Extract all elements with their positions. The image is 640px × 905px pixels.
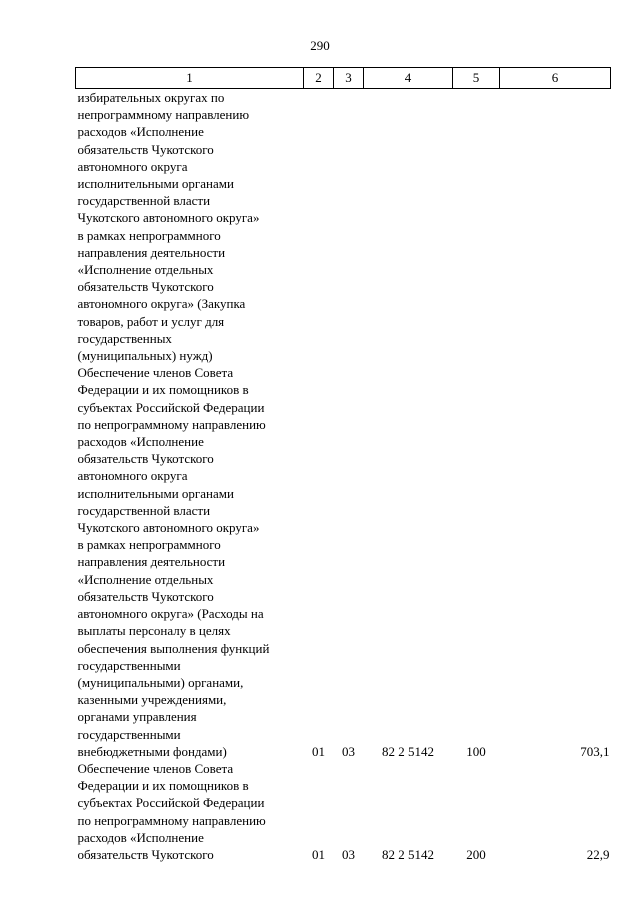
table-row: [76, 89, 611, 365]
description-line: обязательств Чукотского: [77, 141, 214, 157]
description-line: товаров, работ и услуг для: [77, 313, 225, 329]
column-header-3: 3: [334, 68, 364, 89]
description-line: (муниципальных) нужд): [77, 348, 213, 364]
budget-table: [75, 67, 611, 863]
amount-value: [500, 89, 611, 365]
description-line: автономного округа: [77, 158, 188, 174]
target-article-code: [364, 89, 453, 365]
target-article-code: 82 2 5142: [382, 743, 434, 759]
description-line: направления деятельности: [77, 244, 226, 260]
column-header-5: 5: [453, 68, 500, 89]
description-line: «Исполнение отдельных: [77, 262, 214, 278]
section-code: [304, 89, 334, 365]
description-line: исполнительными органами: [77, 485, 234, 501]
description-line: исполнительными органами: [77, 176, 234, 192]
row-description: [76, 760, 304, 863]
description-line: государственной власти: [77, 502, 211, 518]
expense-type-code: 100: [466, 743, 486, 759]
page-number: 290: [310, 38, 330, 53]
description-line: в рамках непрограммного: [77, 537, 221, 553]
description-line: в рамках непрограммного: [77, 227, 221, 243]
description-line: обеспечения выполнения функций: [77, 640, 270, 656]
description-line: государственных: [77, 330, 172, 346]
description-line: Обеспечение членов Совета: [77, 365, 234, 381]
description-line: государственными: [77, 657, 181, 673]
description-line: автономного округа: [77, 468, 188, 484]
description-line: обязательств Чукотского: [77, 588, 214, 604]
description-line: автономного округа» (Расходы на: [77, 606, 264, 622]
description-line: «Исполнение отдельных: [77, 571, 214, 587]
description-line: непрограммному направлению: [77, 107, 250, 123]
description-line: обязательств Чукотского: [77, 451, 214, 467]
table-row: [76, 364, 611, 760]
description-line: Федерации и их помощников в: [77, 778, 249, 794]
amount-value: 22,9: [586, 846, 610, 862]
column-header-6: 6: [500, 68, 611, 89]
subsection-code: 03: [342, 846, 355, 862]
description-line: государственной власти: [77, 193, 211, 209]
description-line: субъектах Российской Федерации: [77, 399, 265, 415]
expense-type-code: 200: [466, 846, 486, 862]
header-row: [76, 68, 611, 89]
table-header: [76, 68, 611, 89]
row-description: [76, 364, 304, 760]
description-line: по непрограммному направлению: [77, 416, 266, 432]
table-body: [76, 89, 611, 864]
description-line: Чукотского автономного округа»: [77, 520, 260, 536]
section-code: 01: [312, 743, 325, 759]
description-line: направления деятельности: [77, 554, 226, 570]
amount-value: 703,1: [580, 743, 610, 759]
description-line: расходов «Исполнение: [77, 434, 204, 450]
description-line: по непрограммному направлению: [77, 812, 266, 828]
description-line: расходов «Исполнение: [77, 124, 204, 140]
subsection-code: 03: [342, 743, 355, 759]
section-code: 01: [312, 846, 325, 862]
description-line: обязательств Чукотского: [77, 846, 214, 862]
description-line: внебюджетными фондами): [77, 743, 227, 759]
description-line: Федерации и их помощников в: [77, 382, 249, 398]
row-description: [76, 89, 304, 365]
expense-type-code: [453, 89, 500, 365]
table-row: [76, 760, 611, 863]
description-line: органами управления: [77, 709, 197, 725]
column-header-2: 2: [304, 68, 334, 89]
column-header-4: 4: [364, 68, 453, 89]
description-line: казенными учреждениями,: [77, 692, 227, 708]
description-line: (муниципальными) органами,: [77, 674, 244, 690]
description-line: выплаты персоналу в целях: [77, 623, 231, 639]
target-article-code: 82 2 5142: [382, 846, 434, 862]
description-line: автономного округа» (Закупка: [77, 296, 246, 312]
column-header-1: 1: [76, 68, 304, 89]
description-line: Чукотского автономного округа»: [77, 210, 260, 226]
description-line: субъектах Российской Федерации: [77, 795, 265, 811]
description-line: Обеспечение членов Совета: [77, 760, 234, 776]
description-line: государственными: [77, 726, 181, 742]
description-line: обязательств Чукотского: [77, 279, 214, 295]
description-line: избирательных округах по: [77, 90, 225, 105]
description-line: расходов «Исполнение: [77, 829, 204, 845]
subsection-code: [334, 89, 364, 365]
